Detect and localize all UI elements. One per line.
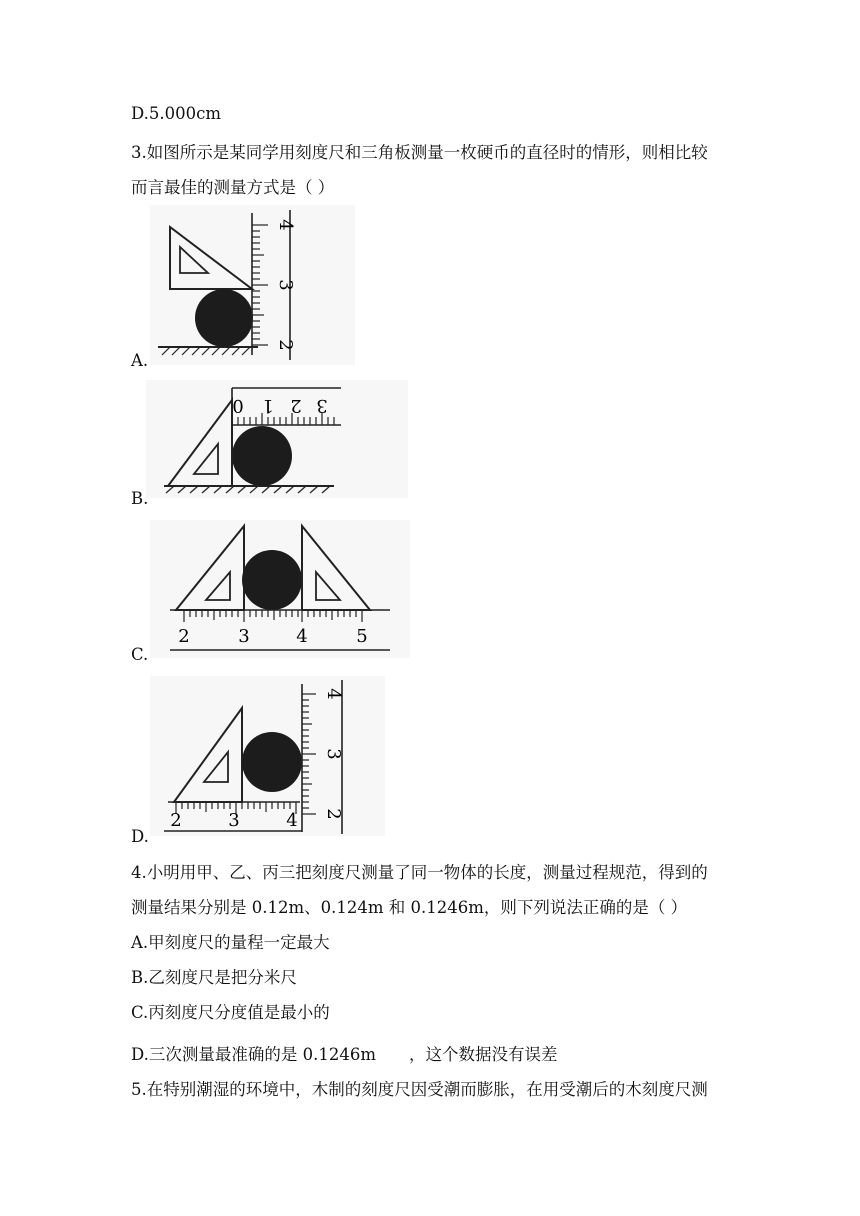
ruler-tick-label: 1: [262, 395, 274, 416]
ruler-tick-label: 2: [275, 339, 296, 351]
option-a-label: A.: [131, 351, 149, 370]
ruler-tick-label: 2: [290, 395, 302, 416]
ruler-tick-label: 2: [170, 810, 182, 831]
ruler-tick-label: 4: [323, 688, 344, 700]
ruler-tick-label: 3: [316, 395, 328, 416]
question-4-option-b: B.乙刻度尺是把分米尺: [131, 968, 297, 987]
option-b-label: B.: [131, 489, 149, 508]
prev-option-d: D.5.000cm: [131, 104, 222, 123]
ruler-tick-label: 4: [275, 219, 296, 231]
question-4-line-2: 测量结果分别是 0.12m、0.124m 和 0.1246m，则下列说法正确的是（ ）: [131, 898, 688, 917]
ruler-tick-label: 3: [238, 626, 250, 647]
ruler-tick-label: 3: [228, 810, 240, 831]
figure-option-a: [150, 205, 355, 365]
figure-option-c: [150, 520, 410, 658]
ruler-tick-label: 4: [296, 626, 308, 647]
question-4-option-a: A.甲刻度尺的量程一定最大: [131, 933, 330, 952]
ruler-tick-label: 5: [356, 626, 368, 647]
ruler-tick-label: 4: [286, 810, 298, 831]
ruler-tick-label: 3: [323, 748, 344, 760]
question-3-line-2: 而言最佳的测量方式是（ ）: [131, 178, 335, 197]
ruler-tick-label: 3: [275, 279, 296, 291]
option-c-label: C.: [131, 645, 149, 664]
question-4-line-1: 4.小明用甲、乙、丙三把刻度尺测量了同一物体的长度，测量过程规范，得到的: [131, 863, 708, 882]
ruler-tick-label: 2: [178, 626, 190, 647]
figure-option-b: [146, 380, 408, 498]
figure-option-d: [150, 676, 385, 836]
option-d-label: D.: [131, 827, 149, 846]
question-4-option-d: D.三次测量最准确的是 0.1246m ，这个数据没有误差: [131, 1045, 558, 1064]
ruler-tick-label: 2: [323, 808, 344, 820]
question-4-option-c: C.丙刻度尺分度值是最小的: [131, 1003, 330, 1022]
question-5-line-1: 5.在特别潮湿的环境中，木制的刻度尺因受潮而膨胀，在用受潮后的木刻度尺测: [131, 1080, 708, 1099]
question-3-line-1: 3.如图所示是某同学用刻度尺和三角板测量一枚硬币的直径时的情形，则相比较: [131, 143, 708, 162]
ruler-tick-label: 0: [232, 395, 244, 416]
